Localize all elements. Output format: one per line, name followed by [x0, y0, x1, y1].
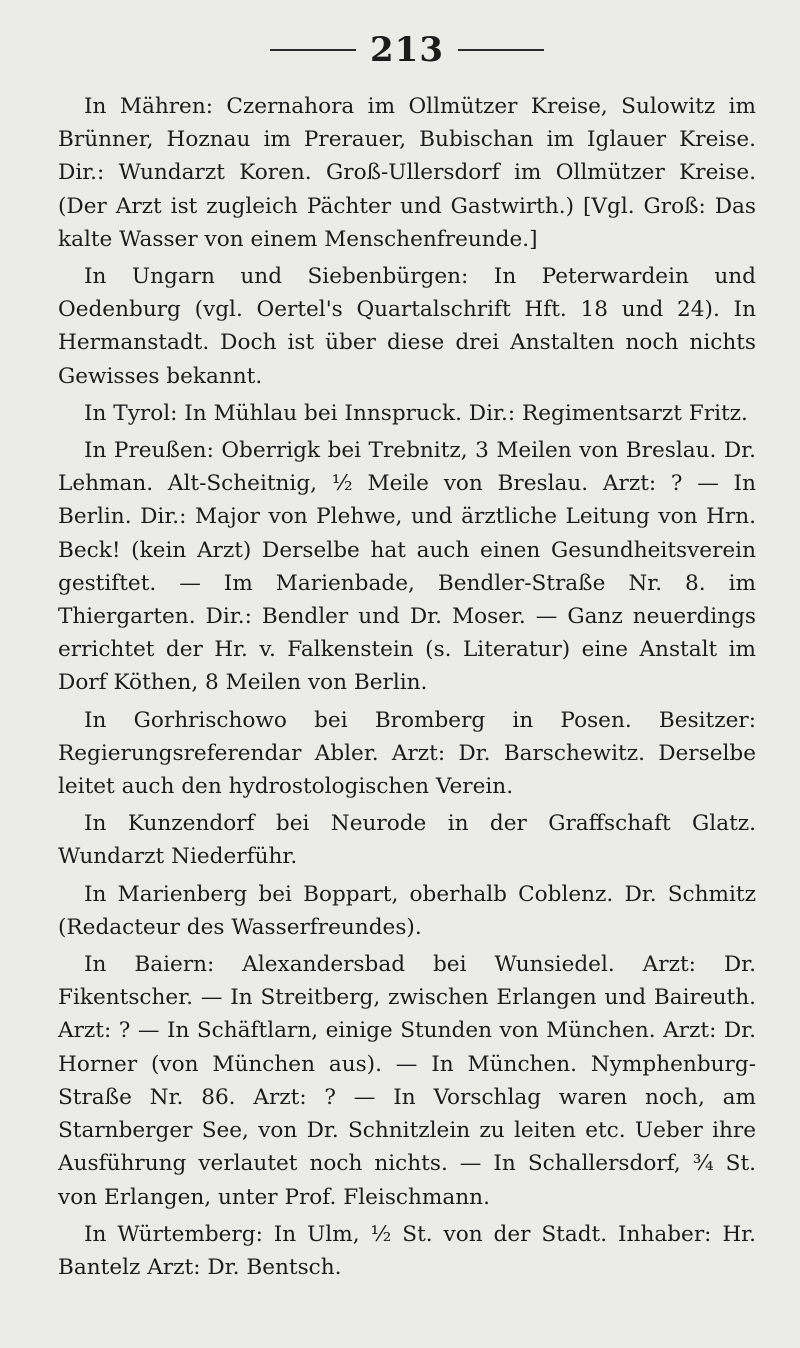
- paragraph-preussen: In Preußen: Oberrigk bei Trebnitz, 3 Meilen von Breslau. Dr. Lehman. Alt-Scheitnig, ½ Meile von Breslau. Arzt: ? — In Berlin. Dir.: Major von Plehwe, und ärztliche Leitung von Hrn. Beck! (kein Arzt) Derselbe hat auch einen Gesundheitsverein gestiftet. — Im Marienbade, Bendler-Straße Nr. 8. im Thiergarten. Dir.: Bendler und Dr. Moser. — Ganz neuerdings errichtet der Hr. v. Falkenstein (s. Literatur) eine Anstalt im Dorf Köthen, 8 Meilen von Berlin.: [58, 438, 756, 696]
- paragraph-baiern: In Baiern: Alexandersbad bei Wunsiedel. Arzt: Dr. Fikentscher. — In Streitberg, zwischen Erlangen und Baireuth. Arzt: ? — In Schäftlarn, einige Stunden von München. Arzt: Dr. Horner (von München aus). — In München. Nymphenburg-Straße Nr. 86. Arzt: ? — In Vorschlag waren noch, am Starnberger See, von Dr. Schnitzlein zu leiten etc. Ueber ihre Ausführung verlautet noch nichts. — In Schallersdorf, ¾ St. von Erlangen, unter Prof. Fleischmann.: [58, 952, 756, 1210]
- paragraph-wuertemberg: In Würtemberg: In Ulm, ½ St. von der Stadt. Inhaber: Hr. Bantelz Arzt: Dr. Bentsch.: [58, 1221, 756, 1280]
- text-body: [58, 90, 756, 1284]
- paragraph-gorhrischowo: In Gorhrischowo bei Bromberg in Posen. Besitzer: Regierungsreferendar Abler. Arzt: Dr. Barschewitz. Derselbe leitet auch den hydrostologischen Verein.: [58, 707, 756, 800]
- header-rule-left: [270, 49, 356, 51]
- paragraph-marienberg: In Marienberg bei Boppart, oberhalb Coblenz. Dr. Schmitz (Redacteur des Wasserfreundes).: [58, 881, 756, 940]
- page-number: 213: [370, 30, 444, 70]
- paragraph-tyrol: In Tyrol: In Mühlau bei Innspruck. Dir.: Regimentsarzt Fritz.: [84, 400, 748, 426]
- paragraph-maehren: In Mähren: Czernahora im Ollmützer Kreise, Sulowitz im Brünner, Hoznau im Prerauer, Bubischan im Iglauer Kreise. Dir.: Wundarzt Koren. Groß-Ullersdorf im Ollmützer Kreise. (Der Arzt ist zugleich Pächter und Gastwirth.) [Vgl. Groß: Das kalte Wasser von einem Menschenfreunde.]: [58, 94, 756, 252]
- paragraph-ungarn: In Ungarn und Siebenbürgen: In Peterwardein und Oedenburg (vgl. Oertel's Quartalschrift Hft. 18 und 24). In Hermanstadt. Doch ist über diese drei Anstalten noch nichts Gewisses bekannt.: [58, 264, 756, 389]
- page-header: [58, 22, 756, 78]
- paragraph-kunzendorf: In Kunzendorf bei Neurode in der Graffschaft Glatz. Wundarzt Niederführ.: [58, 811, 756, 870]
- header-rule-right: [458, 49, 544, 51]
